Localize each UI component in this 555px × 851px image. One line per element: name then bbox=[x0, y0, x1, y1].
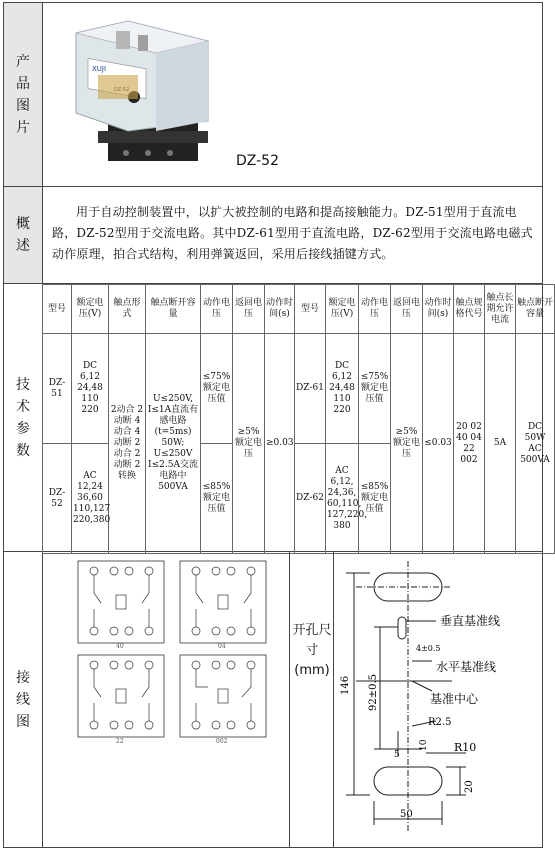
table-cell: AC 12,24 36,60 110,127 220,380 bbox=[72, 444, 109, 554]
table-header: 触点长期允许电流 bbox=[485, 285, 516, 334]
table-header-row bbox=[43, 285, 555, 334]
divider bbox=[4, 186, 542, 187]
wiring-code-002: 002 bbox=[216, 738, 228, 745]
table-header: 额定电压(V) bbox=[326, 285, 359, 334]
table-cell: ≥0.03 bbox=[265, 334, 295, 554]
product-photo bbox=[68, 13, 218, 173]
table-cell: 2动合 2动断 4动合 4动断 2动合 2动断 2转换 bbox=[109, 334, 146, 554]
center-ref-label: 基准中心 bbox=[430, 692, 479, 706]
table-cell: 20 02 40 04 22 002 bbox=[454, 334, 485, 554]
table-cell: AC 6,12, 24,36, 60,110, 127,220, 380 bbox=[326, 444, 359, 554]
table-cell: ≥5%额定电压 bbox=[391, 334, 423, 554]
brand-text: XUJI bbox=[92, 65, 107, 73]
dim-r10: R10 bbox=[454, 741, 477, 754]
cutout-dimension-label: 开孔尺寸(mm) bbox=[292, 623, 332, 678]
table-row bbox=[43, 334, 555, 444]
table-cell: DZ-62 bbox=[295, 444, 326, 554]
side-label-photo: 产品图片 bbox=[4, 3, 42, 186]
divider bbox=[333, 552, 334, 847]
table-header: 动作时间(s) bbox=[265, 285, 295, 334]
table-header: 触点规格代号 bbox=[454, 285, 485, 334]
table-cell: ≤75%额定电压值 bbox=[359, 334, 391, 444]
table-cell: ≥5%额定电压 bbox=[233, 334, 265, 554]
table-cell: DZ-52 bbox=[43, 444, 72, 554]
side-label-summary: 概述 bbox=[4, 187, 42, 283]
table-cell: DC 50W AC 500VA bbox=[516, 334, 555, 554]
table-header: 返回电压 bbox=[233, 285, 265, 334]
table-header: 型号 bbox=[43, 285, 72, 334]
dim-92: 92±0.5 bbox=[368, 673, 379, 711]
dim-146: 146 bbox=[340, 675, 351, 695]
summary-text: 用于自动控制装置中，以扩大被控制的电路和提高接触能力。DZ-51型用于直流电路，DZ-52型用于交流电路。其中DZ-61型用于直流电路，DZ-62型用于交流电路电磁式动作原理，拍合式结构，利用弹簧返回，采用后接线插键方式。 bbox=[52, 205, 533, 261]
table-cell: ≤75%额定电压值 bbox=[201, 334, 233, 444]
table-header: 动作电压 bbox=[359, 285, 391, 334]
table-header: 动作时间(s) bbox=[423, 285, 454, 334]
table-cell: DZ-51 bbox=[43, 334, 72, 444]
divider bbox=[289, 552, 290, 847]
wiring-code-04: 04 bbox=[218, 643, 226, 650]
dim-10: 10 bbox=[419, 739, 429, 751]
table-header: 触点断开容量 bbox=[146, 285, 201, 334]
side-label-tech: 技术参数 bbox=[4, 284, 42, 551]
dim-r25: R2.5 bbox=[428, 717, 452, 728]
wiring-diagrams bbox=[74, 559, 274, 749]
wiring-code-22: 22 bbox=[116, 738, 124, 745]
tech-parameter-table bbox=[42, 284, 555, 554]
product-sheet bbox=[3, 2, 554, 848]
dim-20: 20 bbox=[464, 780, 475, 793]
table-header: 型号 bbox=[295, 285, 326, 334]
table-cell: DC 6,12 24,48 110 220 bbox=[72, 334, 109, 444]
table-cell: DZ-61 bbox=[295, 334, 326, 444]
table-cell: ≤85%额定电压值 bbox=[359, 444, 391, 554]
table-header: 触点形式 bbox=[109, 285, 146, 334]
table-cell: 5A bbox=[485, 334, 516, 554]
table-header: 返回电压 bbox=[391, 285, 423, 334]
wiring-code-40: 40 bbox=[116, 643, 124, 650]
dim-4: 4±0.5 bbox=[416, 644, 441, 653]
horizontal-ref-label: 水平基准线 bbox=[436, 660, 497, 674]
dim-50: 50 bbox=[400, 809, 413, 820]
side-label-wiring: 接线图 bbox=[4, 552, 42, 847]
table-cell: ≤85%额定电压值 bbox=[201, 444, 233, 554]
table-cell: U≤250V, I≤1A直流有感电路(t=5ms) 50W; U≤250V I≤2.5A交流电路中500VA bbox=[146, 334, 201, 554]
dim-5: 5 bbox=[394, 750, 400, 760]
table-header: 动作电压 bbox=[201, 285, 233, 334]
vertical-ref-label: 垂直基准线 bbox=[440, 614, 501, 628]
cutout-dimension-drawing bbox=[336, 561, 544, 843]
table-cell: DC 6,12 24,48 110 220 bbox=[326, 334, 359, 444]
table-header: 额定电压(V) bbox=[72, 285, 109, 334]
table-header: 触点断开容量 bbox=[516, 285, 555, 334]
table-cell: ≤0.03 bbox=[423, 334, 454, 554]
product-model-caption: DZ-52 bbox=[236, 153, 279, 169]
